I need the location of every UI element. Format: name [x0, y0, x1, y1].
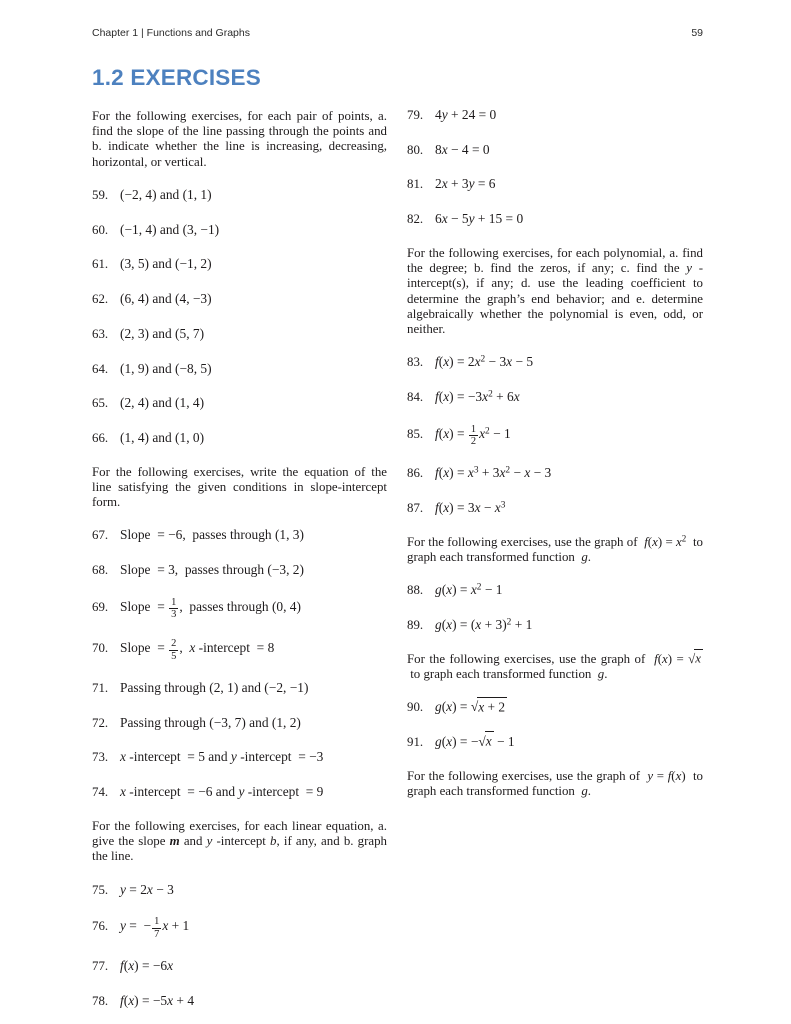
exercise-item: [92, 715, 387, 732]
exercise-item: [407, 424, 703, 448]
exercise-expression: y = 2x − 3: [120, 881, 174, 897]
exercise-number: 80.: [407, 142, 424, 157]
exercise-expression: (1, 9) and (−8, 5): [120, 360, 212, 376]
exercise-item: [92, 430, 387, 447]
exercise-item: [407, 699, 703, 716]
exercise-item: [407, 211, 703, 228]
exercise-number: 64.: [92, 361, 109, 376]
exercise-number: 78.: [92, 993, 109, 1008]
exercise-item: [92, 222, 387, 239]
two-column-layout: [0, 107, 791, 1024]
exercise-number: 65.: [92, 396, 109, 411]
exercise-item: [407, 500, 703, 517]
exercise-number: 86.: [407, 466, 424, 481]
exercise-number: 77.: [92, 958, 109, 973]
exercise-number: 69.: [92, 599, 109, 614]
exercise-item: [407, 142, 703, 159]
instruction-paragraph: For the following exercises, for each pair of points, a. find the slope of the line passing through the points and b. indicate whether the line is increasing, decreasing, horizontal, or vertical.: [92, 109, 387, 169]
page-header: [0, 27, 791, 39]
exercise-item: [92, 749, 387, 766]
exercise-item: [92, 256, 387, 273]
exercise-number: 63.: [92, 326, 109, 341]
exercise-item: [92, 562, 387, 579]
exercise-number: 82.: [407, 212, 424, 227]
exercise-expression: $f(x) = 2x^2 - 3x - 5$: [435, 354, 534, 370]
exercise-expression: (2, 4) and (1, 4): [120, 395, 205, 411]
exercise-number: 60.: [92, 222, 109, 237]
exercise-number: 66.: [92, 431, 109, 446]
exercise-number: 71.: [92, 681, 109, 695]
exercise-item: [92, 527, 387, 544]
exercise-expression: $f(x) = -3x^2 + 6x$: [435, 388, 520, 404]
exercise-number: 87.: [407, 501, 424, 516]
exercise-number: 83.: [407, 355, 424, 370]
exercise-expression: (3, 5) and (−1, 2): [120, 256, 212, 272]
exercise-expression: $f(x) = x^3 + 3x^2 - x - 3$: [435, 465, 552, 481]
exercise-item: [92, 784, 387, 801]
exercise-expression: Slope = 3, passes through (−3, 2): [120, 562, 304, 578]
exercise-number: 72.: [92, 715, 109, 730]
exercise-number: 91.: [407, 734, 424, 749]
exercise-expression: (1, 4) and (1, 0): [120, 430, 205, 446]
exercise-item: [92, 361, 387, 378]
exercise-item: [92, 597, 387, 621]
exercise-number: 73.: [92, 750, 109, 765]
instruction-paragraph: For the following exercises, for each linear equation, a. give the slope m and y -intercept b, if any, and b. graph the line.: [92, 818, 387, 864]
exercise-expression: Passing through (−3, 7) and (1, 2): [120, 714, 301, 730]
instruction-paragraph: For the following exercises, for each polynomial, a. find the degree; b. find the zeros, if any; c. find the y -intercept(s), if any; d. use the leading coefficient to determine the graph’s end behavior; and e. determine algebraically whether the polynomial is even, odd, or neither.: [407, 245, 703, 337]
exercise-number: 61.: [92, 257, 109, 272]
exercise-item: [92, 680, 387, 697]
exercise-expression: Slope = $\frac{2}{5}$ , x -intercept = 8: [120, 638, 275, 662]
exercise-item: [407, 389, 703, 406]
exercise-expression: (2, 3) and (5, 7): [120, 325, 205, 341]
exercise-expression: x -intercept = 5 and y -intercept = −3: [120, 749, 324, 765]
exercise-expression: (−1, 4) and (3, −1): [120, 221, 220, 237]
exercise-number: 67.: [92, 528, 109, 543]
instruction-paragraph: For the following exercises, use the graph of y = f(x) to graph each transformed function g.: [407, 768, 703, 798]
exercise-item: [407, 176, 703, 193]
instruction-paragraph: For the following exercises, use the graph of $f(x) = x^2$ to graph each transformed function g.: [407, 533, 703, 564]
exercise-expression: Passing through (2, 1) and (−2, −1): [120, 680, 309, 695]
exercise-number: 88.: [407, 583, 424, 598]
exercise-item: [407, 617, 703, 634]
exercise-number: 79.: [407, 108, 424, 122]
exercise-number: 59.: [92, 187, 109, 202]
exercise-item: [407, 465, 703, 482]
exercise-number: 68.: [92, 563, 109, 578]
exercise-item: [92, 291, 387, 308]
exercise-expression: 2x + 3y = 6: [435, 176, 496, 192]
exercise-expression: g(x) = √x + 2: [435, 699, 507, 715]
exercise-number: 84.: [407, 389, 424, 404]
exercise-expression: 4y + 24 = 0: [435, 107, 497, 122]
exercise-expression: f(x) = −5x + 4: [120, 992, 195, 1008]
exercise-number: 75.: [92, 882, 109, 897]
exercise-expression: $g(x) = x^2 - 1$: [435, 582, 503, 598]
left-column: [92, 107, 387, 1024]
exercise-number: 62.: [92, 292, 109, 307]
exercise-item: [92, 916, 387, 940]
instruction-paragraph: For the following exercises, write the equation of the line satisfying the given conditions in slope-intercept form.: [92, 464, 387, 510]
exercise-expression: (6, 4) and (4, −3): [120, 291, 212, 307]
exercise-number: 90.: [407, 700, 424, 715]
instruction-paragraph: For the following exercises, use the graph of f(x) = √x to graph each transformed function g.: [407, 652, 703, 682]
exercise-number: 89.: [407, 617, 424, 632]
exercise-number: 81.: [407, 177, 424, 192]
exercise-item: [92, 395, 387, 412]
exercise-item: [92, 993, 387, 1010]
exercise-number: 74.: [92, 785, 109, 800]
page-number: 59: [691, 27, 703, 39]
exercise-item: [407, 107, 703, 124]
exercise-expression: x -intercept = −6 and y -intercept = 9: [120, 784, 324, 800]
exercise-number: 76.: [92, 919, 109, 934]
exercise-expression: f(x) = −6x: [120, 957, 174, 973]
exercise-expression: y = − $\frac{1}{7}$ x + 1: [120, 916, 190, 940]
exercise-expression: Slope = −6, passes through (1, 3): [120, 527, 304, 543]
exercise-item: [407, 354, 703, 371]
exercise-number: 70.: [92, 641, 109, 656]
exercise-item: [92, 187, 387, 204]
exercise-item: [407, 734, 703, 751]
exercise-expression: $f(x) = 3x - x^3$: [435, 500, 506, 516]
exercise-expression: $g(x) = (x + 3)^2 + 1$: [435, 616, 533, 632]
exercise-expression: g(x) = −√x − 1: [435, 734, 515, 750]
exercise-expression: Slope = $\frac{1}{3}$ , passes through (0, 4): [120, 596, 301, 621]
exercise-item: [92, 326, 387, 343]
exercise-item: [92, 958, 387, 975]
section-title: 1.2 EXERCISES: [92, 65, 261, 90]
exercise-item: [92, 638, 387, 662]
exercise-item: [92, 882, 387, 899]
running-head: Chapter 1 | Functions and Graphs: [92, 27, 250, 39]
exercise-expression: 6x − 5y + 15 = 0: [435, 211, 524, 227]
exercise-item: [407, 582, 703, 599]
exercise-expression: 8x − 4 = 0: [435, 141, 490, 157]
exercise-expression: (−2, 4) and (1, 1): [120, 186, 212, 202]
right-column: [407, 107, 703, 1024]
exercise-number: 85.: [407, 426, 424, 441]
exercise-expression: f(x) = $\frac{1}{2}$ $x^2 - 1$: [435, 423, 511, 447]
